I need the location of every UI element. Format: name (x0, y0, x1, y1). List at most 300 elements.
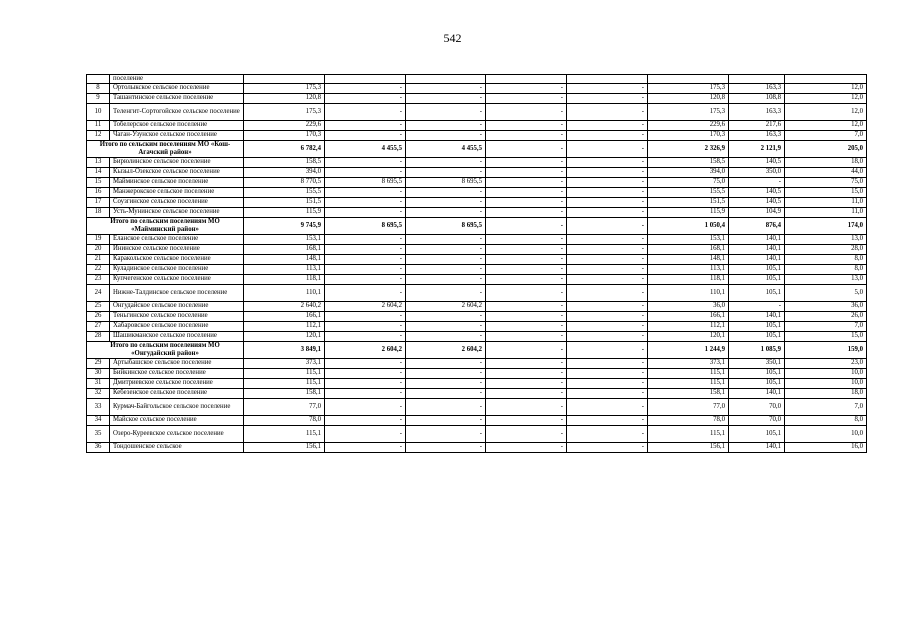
table-row (87, 378, 867, 388)
value-cell: 105,1 (729, 425, 785, 442)
value-cell (486, 75, 567, 84)
value-cell: 18,0 (785, 157, 867, 167)
value-cell: 112,1 (244, 321, 325, 331)
value-cell: - (325, 244, 406, 254)
value-cell: - (729, 301, 785, 311)
value-cell: - (486, 217, 567, 234)
settlement-name: Ортолыкское сельское поселение (110, 83, 244, 93)
value-cell: 140,1 (729, 311, 785, 321)
value-cell: - (486, 187, 567, 197)
value-cell: 78,0 (648, 415, 729, 425)
settlement-name: Бирюлинское сельское поселение (110, 157, 244, 167)
value-cell: - (486, 207, 567, 217)
value-cell: 158,1 (244, 388, 325, 398)
value-cell: - (567, 130, 648, 140)
value-cell: - (406, 425, 486, 442)
value-cell: 168,1 (244, 244, 325, 254)
subtotal-label: Итого по сельским поселениям МО «Онгудайский район» (87, 341, 244, 358)
value-cell: - (325, 368, 406, 378)
value-cell: - (406, 244, 486, 254)
value-cell: 120,8 (648, 93, 729, 103)
value-cell: - (486, 331, 567, 341)
row-number (87, 75, 110, 84)
settlement-name: Дмитриевское сельское поселение (110, 378, 244, 388)
settlement-name: Куладинское сельское поселение (110, 264, 244, 274)
value-cell: - (486, 368, 567, 378)
value-cell: - (325, 274, 406, 284)
table-row (87, 301, 867, 311)
value-cell: 151,5 (648, 197, 729, 207)
value-cell: 120,1 (648, 331, 729, 341)
budget-table (86, 74, 867, 453)
value-cell: - (567, 177, 648, 187)
value-cell: - (486, 197, 567, 207)
table-row (87, 187, 867, 197)
value-cell: - (406, 167, 486, 177)
value-cell: - (567, 284, 648, 301)
value-cell: - (486, 83, 567, 93)
row-number: 24 (87, 284, 110, 301)
table-row (87, 264, 867, 274)
value-cell: - (567, 341, 648, 358)
value-cell: 163,3 (729, 103, 785, 120)
value-cell: - (406, 254, 486, 264)
value-cell: 163,3 (729, 83, 785, 93)
value-cell: 10,0 (785, 378, 867, 388)
value-cell: - (406, 234, 486, 244)
value-cell: 140,1 (729, 234, 785, 244)
value-cell: 115,1 (244, 378, 325, 388)
value-cell: 105,1 (729, 368, 785, 378)
value-cell: 115,1 (244, 368, 325, 378)
subtotal-label: Итого по сельским поселениям МО «Майминский район» (87, 217, 244, 234)
value-cell: - (325, 442, 406, 452)
value-cell: 7,0 (785, 130, 867, 140)
value-cell: - (486, 120, 567, 130)
row-number: 8 (87, 83, 110, 93)
settlement-name: Хабаровское сельское поселение (110, 321, 244, 331)
value-cell: - (486, 378, 567, 388)
value-cell: 115,1 (648, 378, 729, 388)
value-cell: - (406, 311, 486, 321)
value-cell: 373,1 (244, 358, 325, 368)
value-cell (567, 75, 648, 84)
value-cell: 78,0 (244, 415, 325, 425)
value-cell: 140,5 (729, 197, 785, 207)
value-cell: 13,0 (785, 234, 867, 244)
value-cell: - (567, 321, 648, 331)
value-cell: 2 326,9 (648, 140, 729, 157)
row-number: 33 (87, 398, 110, 415)
subtotal-row (87, 217, 867, 234)
table-row (87, 398, 867, 415)
value-cell: 26,0 (785, 311, 867, 321)
table-row (87, 358, 867, 368)
value-cell: 394,0 (244, 167, 325, 177)
value-cell: - (486, 321, 567, 331)
value-cell: - (325, 197, 406, 207)
value-cell: - (406, 93, 486, 103)
value-cell: 110,1 (244, 284, 325, 301)
value-cell: - (325, 284, 406, 301)
table-row (87, 83, 867, 93)
value-cell: 2 604,2 (406, 301, 486, 311)
value-cell: 156,1 (244, 442, 325, 452)
value-cell (785, 75, 867, 84)
value-cell: 158,1 (648, 388, 729, 398)
value-cell: 1 085,9 (729, 341, 785, 358)
value-cell: 174,0 (785, 217, 867, 234)
value-cell: - (567, 140, 648, 157)
table-row (87, 284, 867, 301)
value-cell: 105,1 (729, 378, 785, 388)
value-cell: - (567, 254, 648, 264)
value-cell: - (406, 207, 486, 217)
value-cell: 12,0 (785, 103, 867, 120)
value-cell: 153,1 (648, 234, 729, 244)
value-cell: - (567, 264, 648, 274)
value-cell: 8 695,5 (325, 217, 406, 234)
value-cell: - (325, 311, 406, 321)
value-cell: 6 782,4 (244, 140, 325, 157)
value-cell: - (567, 234, 648, 244)
value-cell: - (567, 120, 648, 130)
settlement-name: Усть-Мунинское сельское поселение (110, 207, 244, 217)
value-cell: 105,1 (729, 264, 785, 274)
row-number: 19 (87, 234, 110, 244)
value-cell: 18,0 (785, 388, 867, 398)
value-cell: 36,0 (785, 301, 867, 311)
value-cell: 2 604,2 (325, 301, 406, 311)
settlement-name: Бийкинское сельское поселение (110, 368, 244, 378)
value-cell: - (486, 244, 567, 254)
settlement-name: Ташантинское сельское поселение (110, 93, 244, 103)
value-cell: - (325, 378, 406, 388)
value-cell: 112,1 (648, 321, 729, 331)
value-cell: - (486, 311, 567, 321)
table-row (87, 442, 867, 452)
table-row (87, 415, 867, 425)
table-row (87, 103, 867, 120)
value-cell: 8 695,5 (406, 217, 486, 234)
settlement-name: Артыбашское сельское поселение (110, 358, 244, 368)
value-cell: 140,1 (729, 254, 785, 264)
settlement-name: Озеро-Куреевское сельское поселение (110, 425, 244, 442)
value-cell: 75,0 (785, 177, 867, 187)
value-cell: - (325, 167, 406, 177)
value-cell: - (567, 358, 648, 368)
value-cell: 8,0 (785, 264, 867, 274)
row-number: 27 (87, 321, 110, 331)
settlement-name: Еланское сельское поселение (110, 234, 244, 244)
settlement-name: Тондошенское сельское (110, 442, 244, 452)
value-cell: - (567, 167, 648, 177)
value-cell: - (406, 197, 486, 207)
value-cell: 140,1 (729, 388, 785, 398)
value-cell: - (567, 207, 648, 217)
value-cell: - (567, 83, 648, 93)
value-cell: 115,1 (648, 368, 729, 378)
row-number: 30 (87, 368, 110, 378)
value-cell: 140,1 (729, 442, 785, 452)
table-row (87, 331, 867, 341)
table-row (87, 244, 867, 254)
value-cell: - (486, 284, 567, 301)
value-cell: - (567, 388, 648, 398)
value-cell: - (325, 207, 406, 217)
row-number: 34 (87, 415, 110, 425)
value-cell: 75,0 (648, 177, 729, 187)
value-cell: - (325, 388, 406, 398)
value-cell: - (406, 368, 486, 378)
value-cell: - (567, 217, 648, 234)
table-row (87, 207, 867, 217)
value-cell: - (567, 244, 648, 254)
value-cell: 115,9 (648, 207, 729, 217)
value-cell: - (406, 442, 486, 452)
value-cell: 3 849,1 (244, 341, 325, 358)
value-cell: 105,1 (729, 274, 785, 284)
row-number: 23 (87, 274, 110, 284)
value-cell: - (486, 398, 567, 415)
table-row (87, 177, 867, 187)
value-cell: - (486, 425, 567, 442)
value-cell: - (406, 378, 486, 388)
value-cell: 175,3 (648, 83, 729, 93)
value-cell: - (567, 425, 648, 442)
settlement-name: Чаган-Узунское сельское поселение (110, 130, 244, 140)
value-cell: - (486, 167, 567, 177)
value-cell: 4 455,5 (325, 140, 406, 157)
value-cell: - (406, 264, 486, 274)
row-number: 28 (87, 331, 110, 341)
table-row (87, 274, 867, 284)
value-cell: 120,8 (244, 93, 325, 103)
value-cell: - (325, 398, 406, 415)
value-cell: 394,0 (648, 167, 729, 177)
value-cell: - (486, 358, 567, 368)
value-cell: 120,1 (244, 331, 325, 341)
value-cell: - (406, 398, 486, 415)
value-cell: 7,0 (785, 398, 867, 415)
value-cell: - (486, 274, 567, 284)
table-row (87, 130, 867, 140)
value-cell: 168,1 (648, 244, 729, 254)
row-number: 22 (87, 264, 110, 274)
subtotal-row (87, 341, 867, 358)
settlement-name: Тобелерское сельское поселение (110, 120, 244, 130)
value-cell: 1 050,4 (648, 217, 729, 234)
value-cell: 8,0 (785, 415, 867, 425)
value-cell: - (567, 331, 648, 341)
value-cell: 9 745,9 (244, 217, 325, 234)
value-cell: - (486, 254, 567, 264)
value-cell: - (486, 442, 567, 452)
value-cell (729, 75, 785, 84)
value-cell: - (486, 301, 567, 311)
table-row (87, 388, 867, 398)
value-cell: - (567, 197, 648, 207)
subtotal-label: Итого по сельским поселениям МО «Кош-Агачский район» (87, 140, 244, 157)
value-cell: - (567, 378, 648, 388)
table-row (87, 93, 867, 103)
value-cell: - (406, 321, 486, 331)
value-cell: - (325, 93, 406, 103)
row-number: 31 (87, 378, 110, 388)
value-cell: - (729, 177, 785, 187)
value-cell: - (406, 83, 486, 93)
value-cell (648, 75, 729, 84)
value-cell: - (486, 103, 567, 120)
row-number: 36 (87, 442, 110, 452)
settlement-name: Купчегенское сельское поселение (110, 274, 244, 284)
value-cell: 153,1 (244, 234, 325, 244)
value-cell: 151,5 (244, 197, 325, 207)
value-cell: 8 770,5 (244, 177, 325, 187)
value-cell (244, 75, 325, 84)
table-row (87, 254, 867, 264)
row-number: 26 (87, 311, 110, 321)
value-cell: 2 604,2 (406, 341, 486, 358)
value-cell: 876,4 (729, 217, 785, 234)
table-row (87, 311, 867, 321)
value-cell: - (325, 425, 406, 442)
value-cell: - (486, 177, 567, 187)
row-number: 14 (87, 167, 110, 177)
value-cell: 166,1 (648, 311, 729, 321)
value-cell: 113,1 (648, 264, 729, 274)
value-cell: - (406, 130, 486, 140)
settlement-name: Курмач-Байгольское сельское поселение (110, 398, 244, 415)
value-cell: - (406, 358, 486, 368)
row-number: 20 (87, 244, 110, 254)
value-cell: 10,0 (785, 425, 867, 442)
value-cell: - (325, 103, 406, 120)
value-cell: 175,3 (648, 103, 729, 120)
table-row (87, 75, 867, 84)
value-cell: 373,1 (648, 358, 729, 368)
row-number: 29 (87, 358, 110, 368)
value-cell: 13,0 (785, 274, 867, 284)
row-number: 12 (87, 130, 110, 140)
value-cell: - (325, 415, 406, 425)
settlement-name: Шашикманское сельское поселение (110, 331, 244, 341)
row-number: 16 (87, 187, 110, 197)
value-cell: 10,0 (785, 368, 867, 378)
value-cell: - (567, 415, 648, 425)
row-number: 17 (87, 197, 110, 207)
value-cell: 8 695,5 (325, 177, 406, 187)
value-cell: 140,5 (729, 187, 785, 197)
value-cell: 175,3 (244, 83, 325, 93)
table-row (87, 120, 867, 130)
value-cell: 2 121,9 (729, 140, 785, 157)
value-cell: - (486, 93, 567, 103)
value-cell: 170,3 (648, 130, 729, 140)
value-cell: - (567, 311, 648, 321)
value-cell: - (486, 264, 567, 274)
value-cell: 11,0 (785, 207, 867, 217)
value-cell: 4 455,5 (406, 140, 486, 157)
value-cell: 155,5 (244, 187, 325, 197)
settlement-name: Кебезенское сельское поселение (110, 388, 244, 398)
value-cell: 16,0 (785, 442, 867, 452)
value-cell: - (567, 442, 648, 452)
settlement-name: Соузгинское сельское поселение (110, 197, 244, 207)
value-cell: 23,0 (785, 358, 867, 368)
settlement-name: поселение (110, 75, 244, 84)
value-cell: 140,1 (729, 244, 785, 254)
value-cell: - (486, 341, 567, 358)
value-cell: 15,0 (785, 331, 867, 341)
value-cell (406, 75, 486, 84)
value-cell: - (325, 321, 406, 331)
value-cell: 77,0 (244, 398, 325, 415)
table-row (87, 197, 867, 207)
subtotal-row (87, 140, 867, 157)
value-cell: 113,1 (244, 264, 325, 274)
value-cell: 229,6 (648, 120, 729, 130)
value-cell: - (567, 398, 648, 415)
table-row (87, 234, 867, 244)
table-row (87, 368, 867, 378)
row-number: 18 (87, 207, 110, 217)
settlement-name: Кызыл-Озекское сельское поселение (110, 167, 244, 177)
value-cell: - (325, 130, 406, 140)
settlement-name: Каракольское сельское поселение (110, 254, 244, 264)
value-cell: 105,1 (729, 284, 785, 301)
value-cell: - (406, 274, 486, 284)
table-body (87, 75, 867, 453)
settlement-name: Теньгинское сельское поселение (110, 311, 244, 321)
value-cell: 115,1 (648, 425, 729, 442)
value-cell: 70,0 (729, 398, 785, 415)
value-cell: 350,0 (729, 167, 785, 177)
value-cell: 12,0 (785, 120, 867, 130)
value-cell: 148,1 (648, 254, 729, 264)
value-cell: 104,9 (729, 207, 785, 217)
value-cell: - (325, 187, 406, 197)
row-number: 13 (87, 157, 110, 167)
value-cell: 158,5 (648, 157, 729, 167)
value-cell: - (406, 388, 486, 398)
value-cell (325, 75, 406, 84)
value-cell: - (486, 234, 567, 244)
value-cell: 159,0 (785, 341, 867, 358)
settlement-name: Онгудайское сельское поселение (110, 301, 244, 311)
value-cell: 2 604,2 (325, 341, 406, 358)
value-cell: - (325, 358, 406, 368)
value-cell: 44,0 (785, 167, 867, 177)
value-cell: 108,8 (729, 93, 785, 103)
value-cell: - (325, 331, 406, 341)
value-cell: - (567, 301, 648, 311)
value-cell: 8 695,5 (406, 177, 486, 187)
value-cell: 175,3 (244, 103, 325, 120)
value-cell: 205,0 (785, 140, 867, 157)
value-cell: 12,0 (785, 93, 867, 103)
value-cell: 77,0 (648, 398, 729, 415)
value-cell: 350,1 (729, 358, 785, 368)
value-cell: 15,0 (785, 187, 867, 197)
value-cell: 163,3 (729, 130, 785, 140)
value-cell: 28,0 (785, 244, 867, 254)
value-cell: - (486, 388, 567, 398)
value-cell: 8,0 (785, 254, 867, 264)
row-number: 32 (87, 388, 110, 398)
value-cell: 70,0 (729, 415, 785, 425)
value-cell: 140,5 (729, 157, 785, 167)
